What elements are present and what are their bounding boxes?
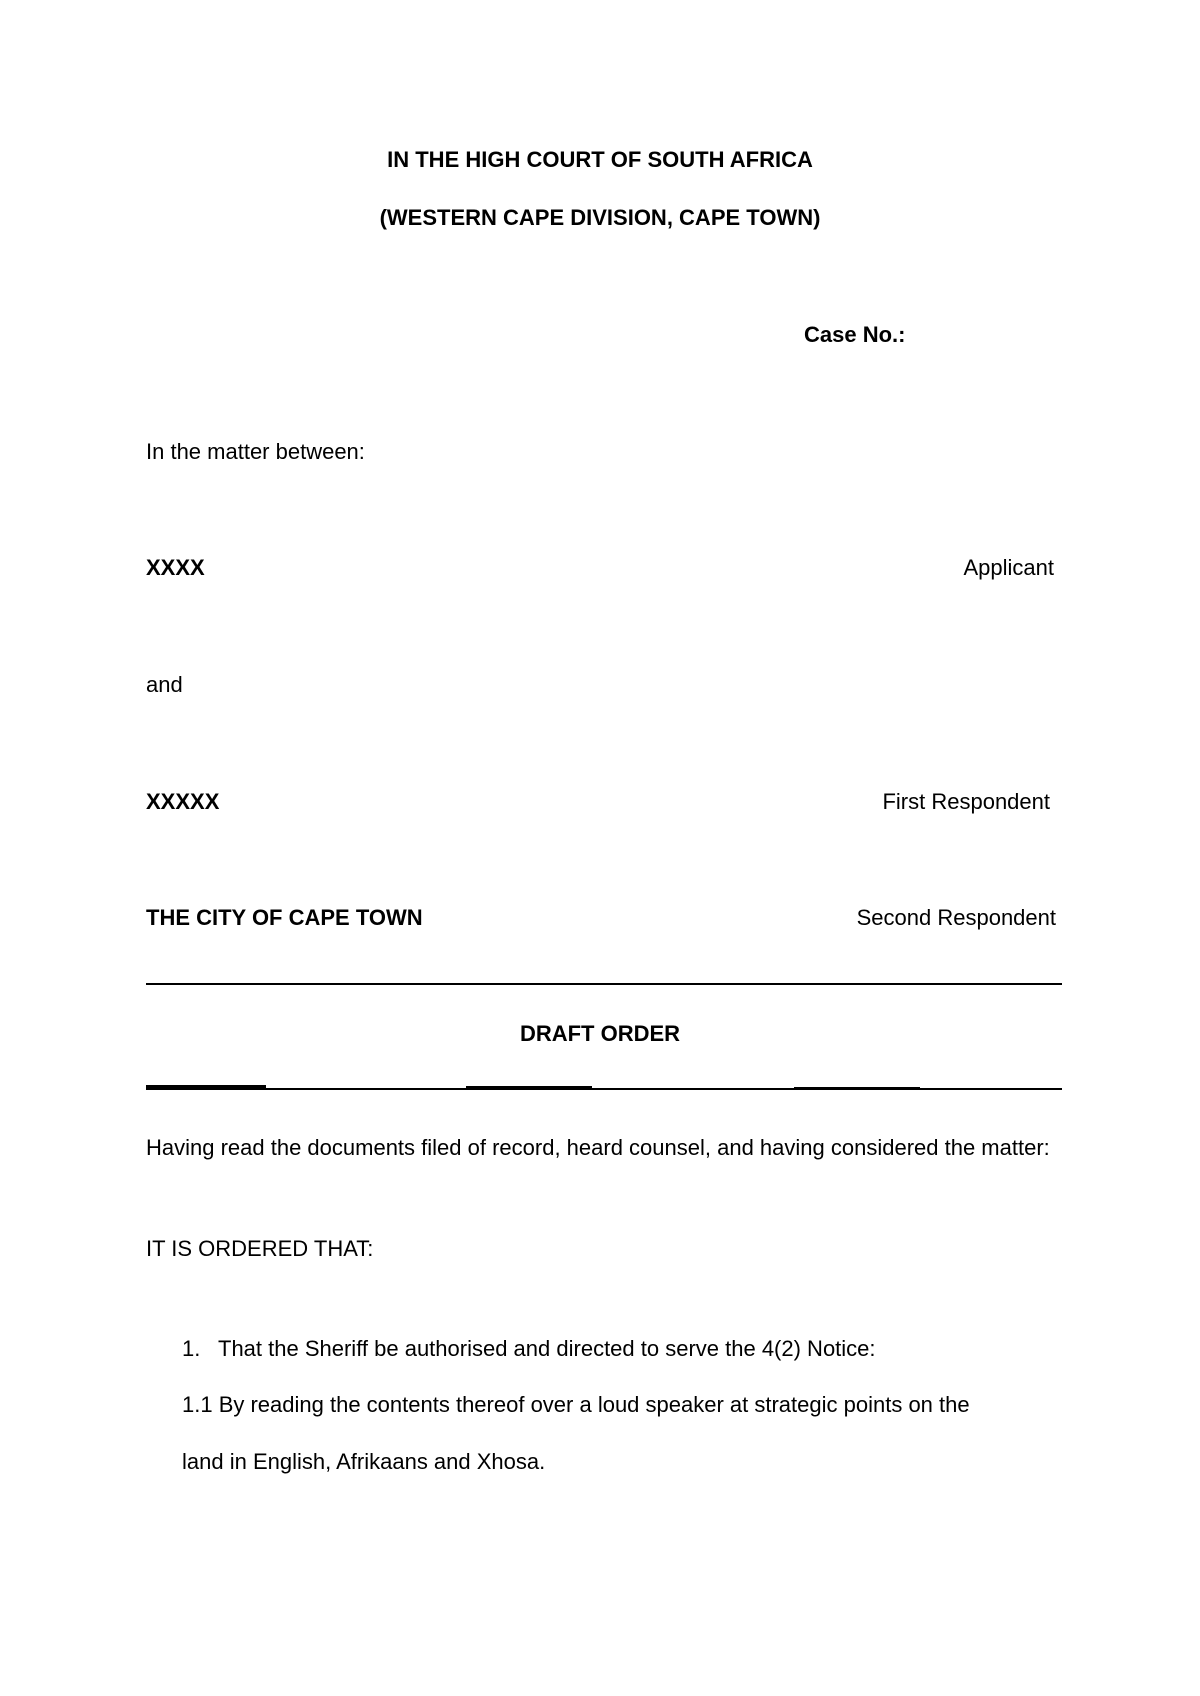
subitem-line: 1.1 By reading the contents thereof over a loud speaker at strategic points on the [182, 1392, 970, 1417]
item-text: That the Sheriff be authorised and directed to serve the 4(2) Notice: [218, 1336, 876, 1361]
court-heading: IN THE HIGH COURT OF SOUTH AFRICA [387, 147, 813, 172]
applicant-role: Applicant [963, 555, 1054, 580]
bottom-divider-accent [466, 1086, 592, 1089]
case-number-label: Case No.: [804, 322, 906, 347]
order-title: DRAFT ORDER [519, 1021, 681, 1046]
second-respondent-role: Second Respondent [856, 905, 1056, 930]
subitem-line: land in English, Afrikaans and Xhosa. [182, 1449, 546, 1474]
bottom-divider [146, 1088, 1062, 1090]
applicant-name: XXXX [146, 555, 205, 580]
second-respondent-name: THE CITY OF CAPE TOWN [146, 905, 423, 930]
division-heading: (WESTERN CAPE DIVISION, CAPE TOWN) [379, 205, 821, 230]
preamble-paragraph: Having read the documents filed of record, heard counsel, and having considered the matter: [146, 1135, 1050, 1160]
bottom-divider-accent [146, 1085, 266, 1088]
item-number: 1. [182, 1336, 201, 1361]
ordered-that: IT IS ORDERED THAT: [146, 1236, 374, 1261]
matter-intro: In the matter between: [146, 439, 365, 464]
top-divider [146, 983, 1062, 985]
bottom-divider-accent [794, 1087, 920, 1090]
conjunction-and: and [146, 672, 183, 697]
first-respondent-name: XXXXX [146, 789, 220, 814]
first-respondent-role: First Respondent [882, 789, 1050, 814]
